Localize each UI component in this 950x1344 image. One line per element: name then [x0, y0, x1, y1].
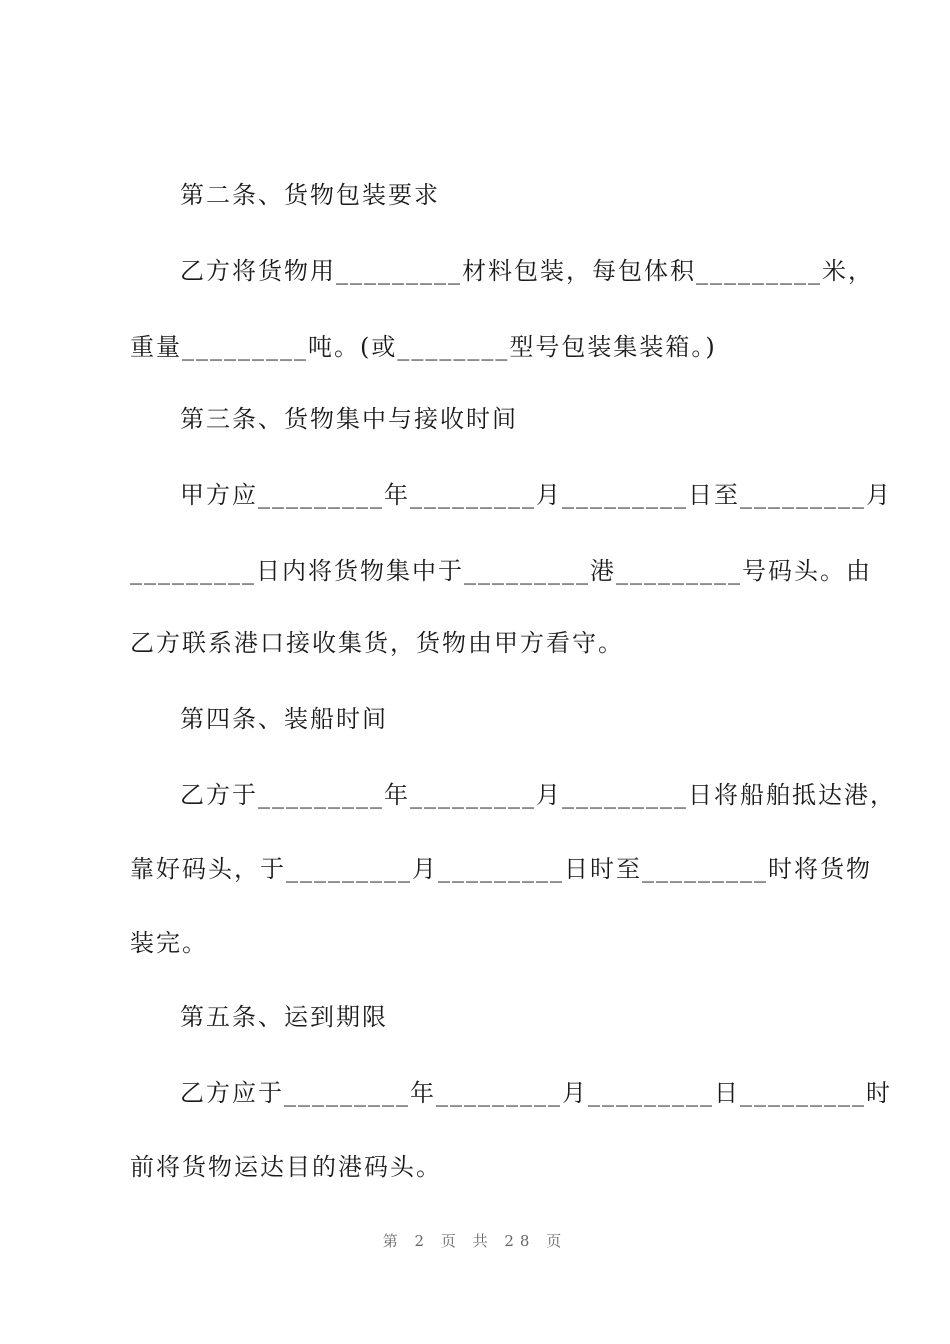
paragraph-line: 前将货物运达目的港码头。 — [130, 1153, 442, 1181]
page-number-footer: 第 2 页 共 28 页 — [382, 1232, 568, 1250]
paragraph-line: 装完。 — [130, 929, 208, 957]
paragraph-line: 乙方应于_________年_________月_________日_________时 — [180, 1079, 892, 1107]
paragraph-line: 甲方应_________年_________月_________日至_________月 — [180, 481, 892, 509]
paragraph-line: 靠好码头，于_________月_________日时至_________时将货物 — [130, 855, 872, 883]
paragraph-line: _________日内将货物集中于_________港_________号码头。由 — [130, 557, 872, 585]
paragraph-line: 乙方于_________年_________月_________日将船舶抵达港， — [180, 781, 896, 809]
section-heading-loading-time: 第四条、装船时间 — [180, 705, 388, 733]
section-heading-delivery-deadline: 第五条、运到期限 — [180, 1003, 388, 1031]
paragraph-line: 重量_________吨。(或________型号包装集装箱。) — [130, 333, 717, 361]
section-heading-packaging: 第二条、货物包装要求 — [180, 181, 440, 209]
section-heading-collection-time: 第三条、货物集中与接收时间 — [180, 405, 518, 433]
paragraph-line: 乙方联系港口接收集货，货物由甲方看守。 — [130, 629, 624, 657]
paragraph-line: 乙方将货物用_________材料包装，每包体积_________米， — [180, 257, 874, 285]
